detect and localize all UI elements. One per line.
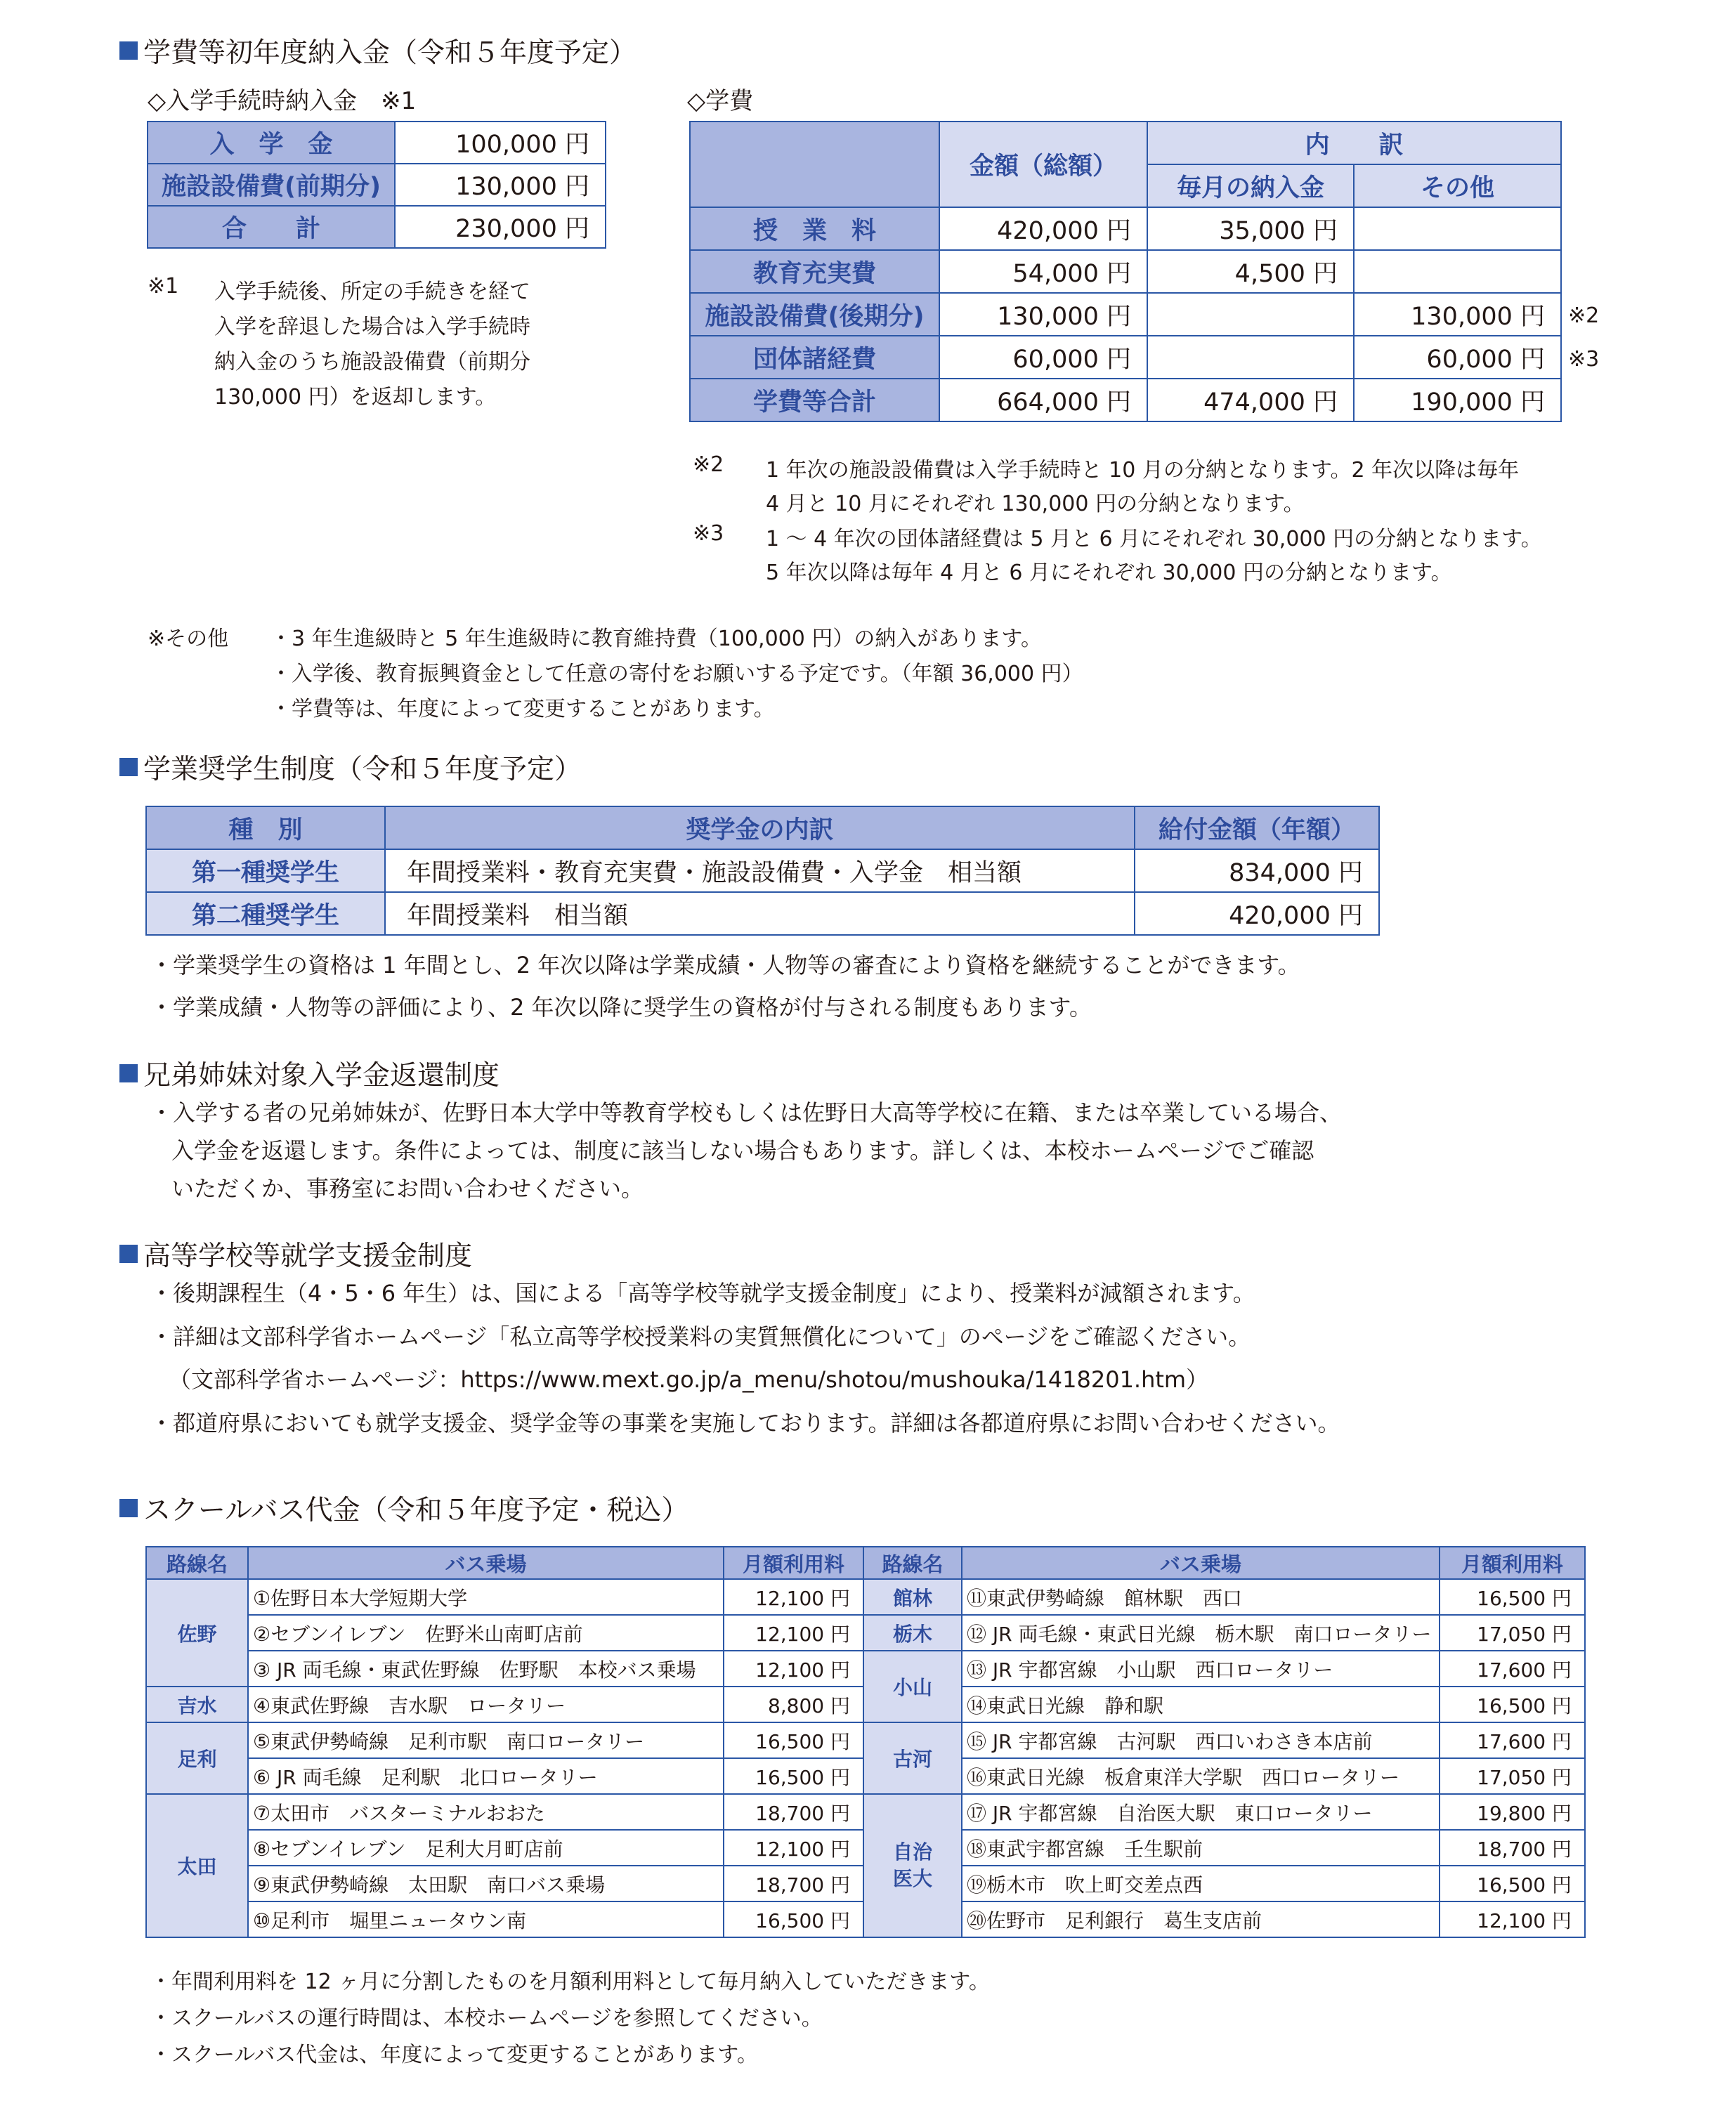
- row-type: 第二種奨学生: [146, 892, 385, 935]
- monthly-fee: 12,100 円: [724, 1651, 863, 1687]
- row-label: 教育充実費: [690, 250, 939, 293]
- header-stop: バス乗場: [248, 1547, 724, 1579]
- monthly-fee: 17,600 円: [1440, 1722, 1585, 1758]
- tuition-note-line: 5 年次以降は毎年 4 月と 6 月にそれぞれ 30,000 円の分納となります。: [766, 561, 1452, 585]
- section-marker-icon: [119, 1499, 138, 1517]
- monthly-fee: 16,500 円: [724, 1722, 863, 1758]
- header-detail: 奨学金の内訳: [385, 806, 1135, 849]
- row-label: 施設設備費(前期分): [148, 164, 395, 206]
- header-fee: 月額利用料: [1440, 1547, 1585, 1579]
- bus-stop: ⑦太田市 バスターミナルおおた: [248, 1794, 724, 1830]
- row-amount: 130,000 円: [395, 164, 606, 206]
- monthly-fee: 18,700 円: [724, 1794, 863, 1830]
- monthly-fee: 16,500 円: [724, 1901, 863, 1937]
- header-monthly: 毎月の納入金: [1147, 164, 1354, 207]
- table-row: [690, 207, 1561, 250]
- entrance-fee-table: [147, 121, 606, 249]
- sibling-line: 入学金を返還します。条件によっては、制度に該当しない場合もあります。詳しくは、本校ホームページでご確認: [171, 1137, 1314, 1164]
- table-row: [146, 1722, 1585, 1758]
- table-row: [146, 806, 1379, 849]
- row-monthly: 474,000 円: [1147, 379, 1354, 421]
- monthly-fee: 12,100 円: [724, 1615, 863, 1651]
- row-total: 420,000 円: [939, 207, 1147, 250]
- bus-fee-table: [145, 1546, 1586, 1938]
- route-name: 小山: [863, 1651, 962, 1722]
- header-fee: 月額利用料: [724, 1547, 863, 1579]
- support-url-line: （文部科学省ホームページ：https://www.mext.go.jp/a_menu/shotou/mushouka/1418201.htm）: [169, 1366, 1209, 1393]
- row-label: 施設設備費(後期分): [690, 293, 939, 336]
- bus-stop: ⑤東武伊勢崎線 足利市駅 南口ロータリー: [248, 1722, 724, 1758]
- tuition-title: ◇学費: [687, 87, 754, 115]
- bus-note: ・スクールバス代金は、年度によって変更することがあります。: [150, 2043, 758, 2067]
- header-total: 金額（総額）: [939, 122, 1147, 207]
- tuition-note-line: 4 月と 10 月にそれぞれ 130,000 円の分納となります。: [766, 492, 1305, 516]
- entrance-note-line: 130,000 円）を返却します。: [214, 385, 497, 410]
- other-label: ※その他: [148, 627, 229, 651]
- sibling-line: ・入学する者の兄弟姉妹が、佐野日本大学中等教育学校もしくは佐野日大高等学校に在籍、または卒業している場合、: [150, 1099, 1343, 1126]
- route-name: 足利: [146, 1722, 248, 1794]
- row-other: [1354, 207, 1561, 250]
- table-row: [146, 1651, 1585, 1687]
- route-name: 古河: [863, 1722, 962, 1794]
- row-type: 第一種奨学生: [146, 849, 385, 892]
- row-total: 60,000 円: [939, 336, 1147, 379]
- row-other: 190,000 円: [1354, 379, 1561, 421]
- entrance-title: ◇入学手続時納入金 ※1: [148, 87, 417, 115]
- scholarship-heading-text: 学業奨学生制度（令和５年度予定）: [143, 754, 582, 785]
- table-row: [148, 206, 606, 248]
- support-line: ・後期課程生（4・5・6 年生）は、国による「高等学校等就学支援金制度」により、授業料が減額されます。: [150, 1280, 1255, 1307]
- bus-note: ・年間利用料を 12 ヶ月に分割したものを月額利用料として毎月納入していただきます。: [150, 1970, 990, 1994]
- entrance-note-line: 入学手続後、所定の手続きを経て: [214, 280, 530, 304]
- tuition-note-line: 1 年次の施設設備費は入学手続時と 10 月の分納となります。2 年次以降は毎年: [766, 458, 1520, 483]
- row-label: 入 学 金: [148, 122, 395, 164]
- row-label: 授 業 料: [690, 207, 939, 250]
- table-row: [148, 122, 606, 164]
- header-route: 路線名: [146, 1547, 248, 1579]
- header-route: 路線名: [863, 1547, 962, 1579]
- monthly-fee: 12,100 円: [1440, 1901, 1585, 1937]
- bus-stop: ⑯東武日光線 板倉東洋大学駅 西口ロータリー: [962, 1758, 1440, 1794]
- monthly-fee: 18,700 円: [724, 1866, 863, 1901]
- sibling-heading-text: 兄弟姉妹対象入学金返還制度: [143, 1060, 500, 1092]
- monthly-fee: 16,500 円: [1440, 1687, 1585, 1722]
- route-name: 自治 医大: [863, 1794, 962, 1937]
- route-name: 館林: [863, 1579, 962, 1615]
- bus-stop: ①佐野日本大学短期大学: [248, 1579, 724, 1615]
- header-other: その他: [1354, 164, 1561, 207]
- row-amount: 834,000 円: [1135, 849, 1379, 892]
- route-name: 栃木: [863, 1615, 962, 1651]
- row-amount: 230,000 円: [395, 206, 606, 248]
- tuition-table: [689, 121, 1562, 422]
- tuition-note-mark: ※2: [693, 452, 724, 477]
- header-breakdown: 内 訳: [1147, 122, 1561, 164]
- monthly-fee: 12,100 円: [724, 1579, 863, 1615]
- support-line: ・都道府県においても就学支援金、奨学金等の事業を実施しております。詳細は各都道府県にお問い合わせください。: [150, 1410, 1340, 1436]
- bus-stop: ②セブンイレブン 佐野米山南町店前: [248, 1615, 724, 1651]
- header-stop: バス乗場: [962, 1547, 1440, 1579]
- scholarship-heading: [119, 747, 582, 787]
- row-other: 130,000 円: [1354, 293, 1561, 336]
- bus-stop: ③ JR 両毛線・東武佐野線 佐野駅 本校バス乗場: [248, 1651, 724, 1687]
- other-line: ・学費等は、年度によって変更することがあります。: [270, 697, 775, 721]
- route-name: 吉水: [146, 1687, 248, 1722]
- bus-heading-text: スクールバス代金（令和５年度予定・税込）: [143, 1495, 689, 1526]
- tuition-note-mark: ※3: [693, 521, 724, 546]
- monthly-fee: 18,700 円: [1440, 1830, 1585, 1866]
- corner-cell: [690, 122, 939, 207]
- route-name: 佐野: [146, 1579, 248, 1687]
- table-row: [146, 1615, 1585, 1651]
- monthly-fee: 16,500 円: [1440, 1866, 1585, 1901]
- entrance-note-line: 入学を辞退した場合は入学手続時: [214, 315, 530, 339]
- section-marker-icon: [119, 41, 138, 60]
- table-row: [146, 1579, 1585, 1615]
- bus-stop: ⑥ JR 両毛線 足利駅 北口ロータリー: [248, 1758, 724, 1794]
- table-row: [690, 293, 1561, 336]
- table-row: [690, 379, 1561, 421]
- fees-heading: [119, 31, 637, 70]
- row-total: 130,000 円: [939, 293, 1147, 336]
- entrance-note-line: 納入金のうち施設設備費（前期分: [214, 350, 530, 374]
- row-other: [1354, 250, 1561, 293]
- header-amount: 給付金額（年額）: [1135, 806, 1379, 849]
- row-mark: ※2: [1568, 303, 1600, 328]
- row-monthly: [1147, 336, 1354, 379]
- table-row: [690, 336, 1561, 379]
- bus-stop: ⑨東武伊勢崎線 太田駅 南口バス乗場: [248, 1866, 724, 1901]
- support-line: ・詳細は文部科学省ホームページ「私立高等学校授業料の実質無償化について」のページをご確認ください。: [150, 1323, 1251, 1350]
- section-marker-icon: [119, 758, 138, 776]
- row-other: 60,000 円: [1354, 336, 1561, 379]
- bus-stop: ⑬ JR 宇都宮線 小山駅 西口ロータリー: [962, 1651, 1440, 1687]
- row-total: 54,000 円: [939, 250, 1147, 293]
- scholarship-note: ・学業成績・人物等の評価により、2 年次以降に奨学生の資格が付与される制度もあります。: [150, 994, 1092, 1021]
- table-header-row: [146, 1547, 1585, 1579]
- tuition-note-line: 1 ～ 4 年次の団体諸経費は 5 月と 6 月にそれぞれ 30,000 円の分納となります。: [766, 527, 1542, 551]
- bus-stop: ⑭東武日光線 静和駅: [962, 1687, 1440, 1722]
- route-name: 太田: [146, 1794, 248, 1937]
- table-row: [148, 164, 606, 206]
- monthly-fee: 8,800 円: [724, 1687, 863, 1722]
- row-amount: 420,000 円: [1135, 892, 1379, 935]
- section-marker-icon: [119, 1064, 138, 1082]
- fees-heading-text: 学費等初年度納入金（令和５年度予定）: [143, 37, 637, 69]
- monthly-fee: 12,100 円: [724, 1830, 863, 1866]
- sibling-heading: [119, 1054, 500, 1093]
- bus-stop: ⑧セブンイレブン 足利大月町店前: [248, 1830, 724, 1866]
- monthly-fee: 16,500 円: [724, 1758, 863, 1794]
- bus-stop: ⑮ JR 宇都宮線 古河駅 西口いわさき本店前: [962, 1722, 1440, 1758]
- monthly-fee: 17,050 円: [1440, 1758, 1585, 1794]
- row-monthly: 35,000 円: [1147, 207, 1354, 250]
- sibling-line: いただくか、事務室にお問い合わせください。: [171, 1175, 644, 1202]
- section-marker-icon: [119, 1245, 138, 1263]
- row-monthly: [1147, 293, 1354, 336]
- monthly-fee: 17,600 円: [1440, 1651, 1585, 1687]
- bus-stop: ④東武佐野線 吉水駅 ロータリー: [248, 1687, 724, 1722]
- table-row: [690, 122, 1561, 164]
- row-detail: 年間授業料・教育充実費・施設設備費・入学金 相当額: [385, 849, 1135, 892]
- table-row: [146, 849, 1379, 892]
- row-amount: 100,000 円: [395, 122, 606, 164]
- monthly-fee: 17,050 円: [1440, 1615, 1585, 1651]
- bus-stop: ⑰ JR 宇都宮線 自治医大駅 東口ロータリー: [962, 1794, 1440, 1830]
- header-type: 種 別: [146, 806, 385, 849]
- row-label: 学費等合計: [690, 379, 939, 421]
- bus-stop: ⑩足利市 堀里ニュータウン南: [248, 1901, 724, 1937]
- row-label: 団体諸経費: [690, 336, 939, 379]
- row-total: 664,000 円: [939, 379, 1147, 421]
- monthly-fee: 16,500 円: [1440, 1579, 1585, 1615]
- row-monthly: 4,500 円: [1147, 250, 1354, 293]
- support-heading: [119, 1234, 472, 1274]
- bus-stop: ⑲栃木市 吹上町交差点西: [962, 1866, 1440, 1901]
- row-mark: ※3: [1568, 347, 1600, 372]
- row-label: 合 計: [148, 206, 395, 248]
- bus-stop: ⑫ JR 両毛線・東武日光線 栃木駅 南口ロータリー: [962, 1615, 1440, 1651]
- scholarship-note: ・学業奨学生の資格は 1 年間とし、2 年次以降は学業成績・人物等の審査により資格を継続することができます。: [150, 952, 1300, 978]
- scholarship-table: [145, 806, 1380, 936]
- entrance-note-mark: ※1: [148, 274, 179, 299]
- other-line: ・3 年生進級時と 5 年生進級時に教育維持費（100,000 円）の納入があります。: [270, 627, 1042, 651]
- other-line: ・入学後、教育振興資金として任意の寄付をお願いする予定です。（年額 36,000 円）: [270, 662, 1083, 686]
- table-row: [146, 1794, 1585, 1830]
- bus-stop: ⑱東武宇都宮線 壬生駅前: [962, 1830, 1440, 1866]
- support-heading-text: 高等学校等就学支援金制度: [143, 1240, 473, 1272]
- table-row: [146, 892, 1379, 935]
- monthly-fee: 19,800 円: [1440, 1794, 1585, 1830]
- table-row: [690, 250, 1561, 293]
- bus-stop: ⑪東武伊勢崎線 館林駅 西口: [962, 1579, 1440, 1615]
- bus-note: ・スクールバスの運行時間は、本校ホームページを参照してください。: [150, 2006, 823, 2031]
- row-detail: 年間授業料 相当額: [385, 892, 1135, 935]
- bus-stop: ⑳佐野市 足利銀行 葛生支店前: [962, 1901, 1440, 1937]
- bus-heading: [119, 1488, 689, 1528]
